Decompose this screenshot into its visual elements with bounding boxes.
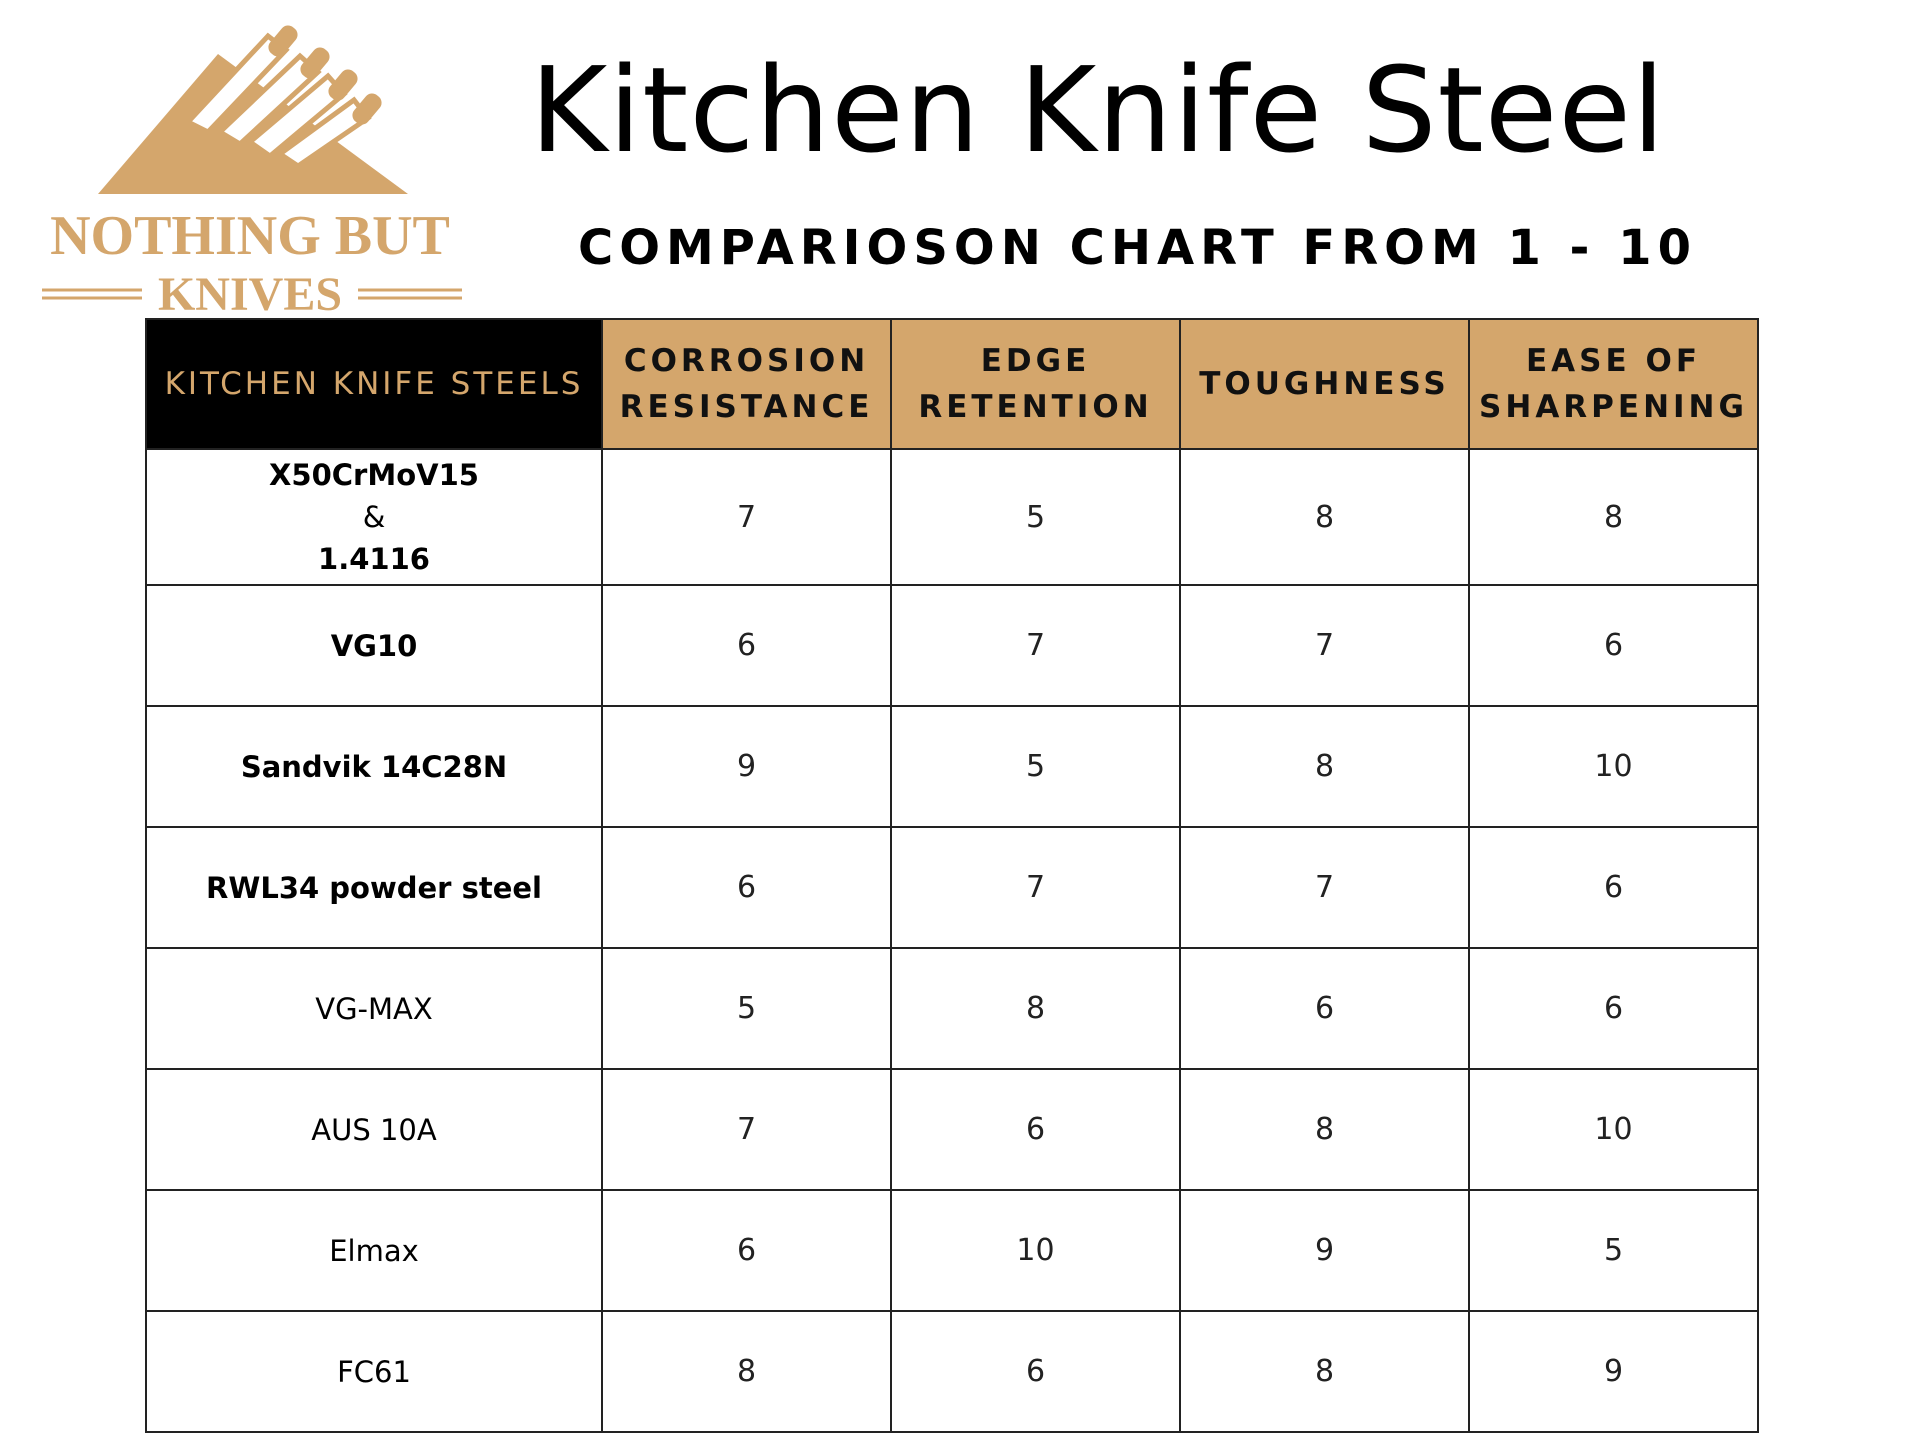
- steel-name-cell: FC61: [146, 1311, 602, 1432]
- score-cell: 10: [891, 1190, 1180, 1311]
- column-header-edge-retention: EDGE RETENTION: [891, 319, 1180, 449]
- score-cell: 8: [1180, 1311, 1469, 1432]
- score-cell: 6: [1180, 948, 1469, 1069]
- score-cell: 7: [1180, 827, 1469, 948]
- brand-logo: [38, 14, 468, 314]
- brand-line2: KNIVES: [157, 268, 343, 314]
- steel-name-cell: [146, 449, 602, 585]
- table-row: [146, 1311, 1758, 1432]
- score-cell: 8: [891, 948, 1180, 1069]
- page-title: Kitchen Knife Steel: [530, 41, 1666, 179]
- score-cell: 9: [1180, 1190, 1469, 1311]
- score-cell: 6: [602, 585, 891, 706]
- score-cell: 8: [1469, 449, 1758, 585]
- score-cell: 6: [1469, 827, 1758, 948]
- score-cell: 10: [1469, 1069, 1758, 1190]
- steel-name-cell: AUS 10A: [146, 1069, 602, 1190]
- table-row: [146, 1069, 1758, 1190]
- table-row: [146, 449, 1758, 585]
- score-cell: 6: [891, 1069, 1180, 1190]
- score-cell: 6: [602, 1190, 891, 1311]
- score-cell: 6: [1469, 585, 1758, 706]
- steel-name-ampersand: &: [362, 500, 386, 534]
- score-cell: 7: [602, 1069, 891, 1190]
- steel-name-line: X50CrMoV15: [269, 458, 479, 492]
- score-cell: 8: [1180, 449, 1469, 585]
- table-row: [146, 827, 1758, 948]
- table-header-row: [146, 319, 1758, 449]
- score-cell: 8: [1180, 706, 1469, 827]
- score-cell: 6: [602, 827, 891, 948]
- score-cell: 5: [602, 948, 891, 1069]
- column-header-ease-of-sharpening: EASE OF SHARPENING: [1469, 319, 1758, 449]
- steel-name-cell: Sandvik 14C28N: [146, 706, 602, 827]
- score-cell: 9: [602, 706, 891, 827]
- steel-name-cell: VG10: [146, 585, 602, 706]
- table-row: [146, 706, 1758, 827]
- steel-comparison-table: [145, 318, 1759, 1433]
- score-cell: 9: [1469, 1311, 1758, 1432]
- score-cell: 6: [891, 1311, 1180, 1432]
- score-cell: 7: [1180, 585, 1469, 706]
- steel-name-cell: RWL34 powder steel: [146, 827, 602, 948]
- score-cell: 8: [602, 1311, 891, 1432]
- score-cell: 5: [891, 449, 1180, 585]
- score-cell: 7: [602, 449, 891, 585]
- steel-name-cell: Elmax: [146, 1190, 602, 1311]
- score-cell: 6: [1469, 948, 1758, 1069]
- table-row: [146, 948, 1758, 1069]
- steel-name-line: 1.4116: [318, 542, 430, 576]
- score-cell: 5: [891, 706, 1180, 827]
- score-cell: 10: [1469, 706, 1758, 827]
- score-cell: 8: [1180, 1069, 1469, 1190]
- steel-name-cell: VG-MAX: [146, 948, 602, 1069]
- score-cell: 7: [891, 827, 1180, 948]
- score-cell: 5: [1469, 1190, 1758, 1311]
- knife-block-logo-icon: [38, 14, 468, 314]
- column-header-toughness: TOUGHNESS: [1180, 319, 1469, 449]
- score-cell: 7: [891, 585, 1180, 706]
- brand-line1: NOTHING BUT: [50, 205, 450, 267]
- column-header-corrosion: CORROSION RESISTANCE: [602, 319, 891, 449]
- table-row: [146, 1190, 1758, 1311]
- page-subtitle: COMPARIOSON CHART FROM 1 - 10: [578, 220, 1697, 276]
- column-header-steels: KITCHEN KNIFE STEELS: [146, 319, 602, 449]
- table-row: [146, 585, 1758, 706]
